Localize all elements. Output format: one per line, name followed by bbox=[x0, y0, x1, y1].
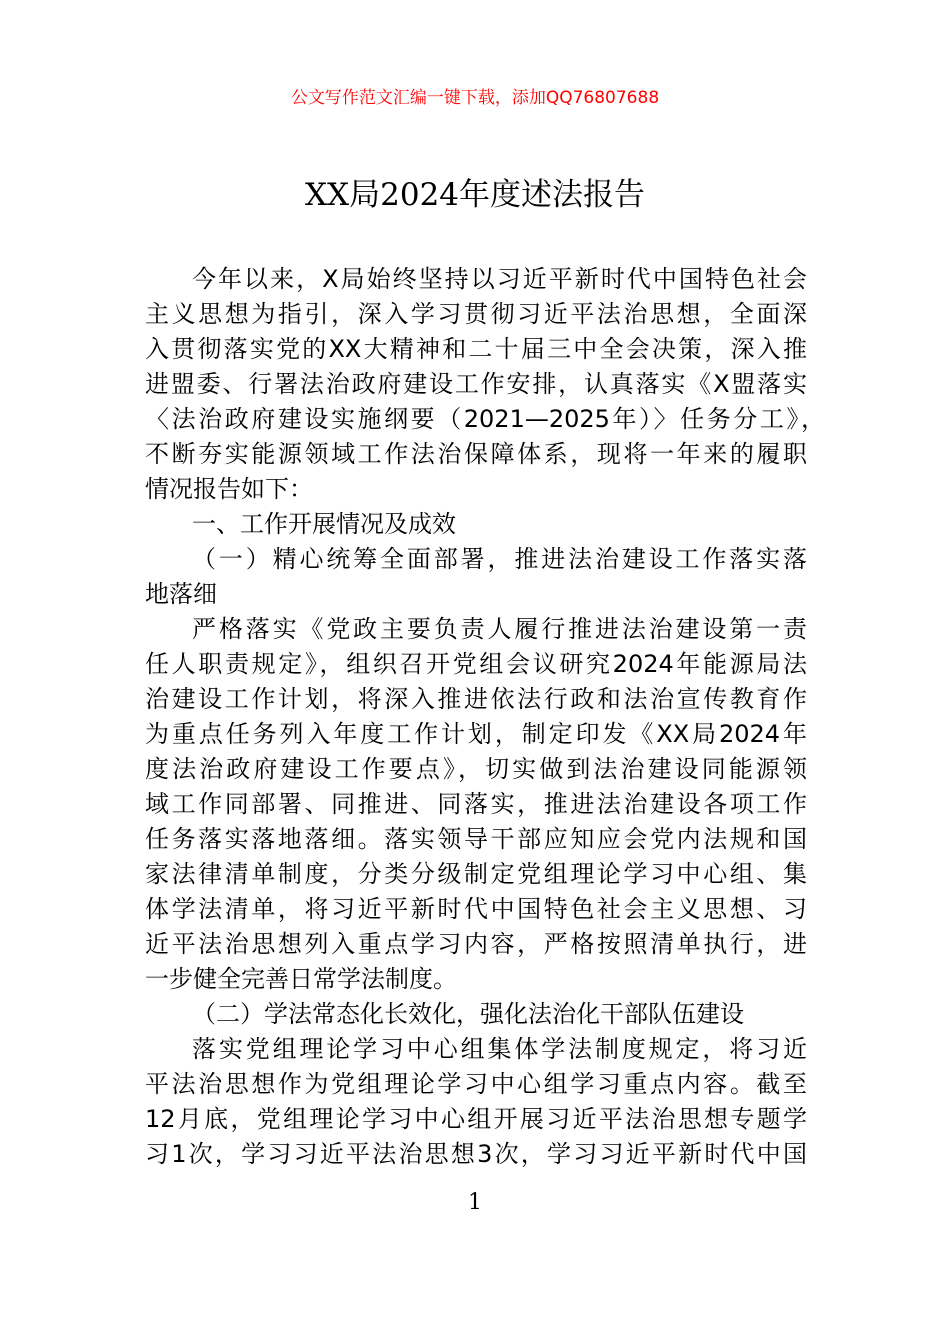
body-line: 度法治政府建设工作要点》，切实做到法治建设同能源领 bbox=[145, 755, 807, 783]
body-line: 不断夯实能源领域工作法治保障体系，现将一年来的履职 bbox=[145, 440, 807, 468]
body-line: 治建设工作计划，将深入推进依法行政和法治宣传教育作 bbox=[145, 685, 807, 713]
subsection-heading: （二）学法常态化长效化，强化法治化干部队伍建设 bbox=[192, 1000, 744, 1028]
page-number: 1 bbox=[468, 1190, 482, 1215]
body-line: 12月底，党组理论学习中心组开展习近平法治思想专题学 bbox=[145, 1105, 807, 1133]
body-line: 主义思想为指引，深入学习贯彻习近平法治思想，全面深 bbox=[145, 300, 807, 328]
body-line: 今年以来，X局始终坚持以习近平新时代中国特色社会 bbox=[192, 265, 807, 293]
body-line: 家法律清单制度，分类分级制定党组理论学习中心组、集 bbox=[145, 860, 807, 888]
body-line: 平法治思想作为党组理论学习中心组学习重点内容。截至 bbox=[145, 1070, 807, 1098]
body-line: 近平法治思想列入重点学习内容，严格按照清单执行，进 bbox=[145, 930, 807, 958]
body-line: 域工作同部署、同推进、同落实，推进法治建设各项工作 bbox=[145, 790, 807, 818]
body-line: 为重点任务列入年度工作计划，制定印发《XX局2024年 bbox=[145, 720, 807, 748]
section-heading: 一、工作开展情况及成效 bbox=[192, 510, 456, 538]
subsection-heading: 地落细 bbox=[145, 580, 217, 608]
body-line: 入贯彻落实党的XX大精神和二十届三中全会决策，深入推 bbox=[145, 335, 807, 363]
subsection-heading: （一）精心统筹全面部署，推进法治建设工作落实落 bbox=[192, 545, 807, 573]
document-title: XX局2024年度述法报告 bbox=[304, 177, 646, 213]
body-line: 情况报告如下： bbox=[145, 475, 313, 503]
body-line: 〈法治政府建设实施纲要（2021—2025年）〉任务分工》， bbox=[145, 405, 825, 433]
body-line: 任人职责规定》，组织召开党组会议研究2024年能源局法 bbox=[145, 650, 807, 678]
body-line: 一步健全完善日常学法制度。 bbox=[145, 965, 457, 993]
promo-banner[interactable]: 公文写作范文汇编一键下载，添加QQ76807688 bbox=[290, 88, 660, 108]
body-line: 体学法清单，将习近平新时代中国特色社会主义思想、习 bbox=[145, 895, 807, 923]
body-line: 进盟委、行署法治政府建设工作安排，认真落实《X盟落实 bbox=[145, 370, 807, 398]
body-line: 落实党组理论学习中心组集体学法制度规定，将习近 bbox=[192, 1035, 807, 1063]
body-line: 任务落实落地落细。落实领导干部应知应会党内法规和国 bbox=[145, 825, 807, 853]
body-line: 严格落实《党政主要负责人履行推进法治建设第一责 bbox=[192, 615, 807, 643]
body-line: 习1次，学习习近平法治思想3次，学习习近平新时代中国 bbox=[145, 1140, 807, 1168]
